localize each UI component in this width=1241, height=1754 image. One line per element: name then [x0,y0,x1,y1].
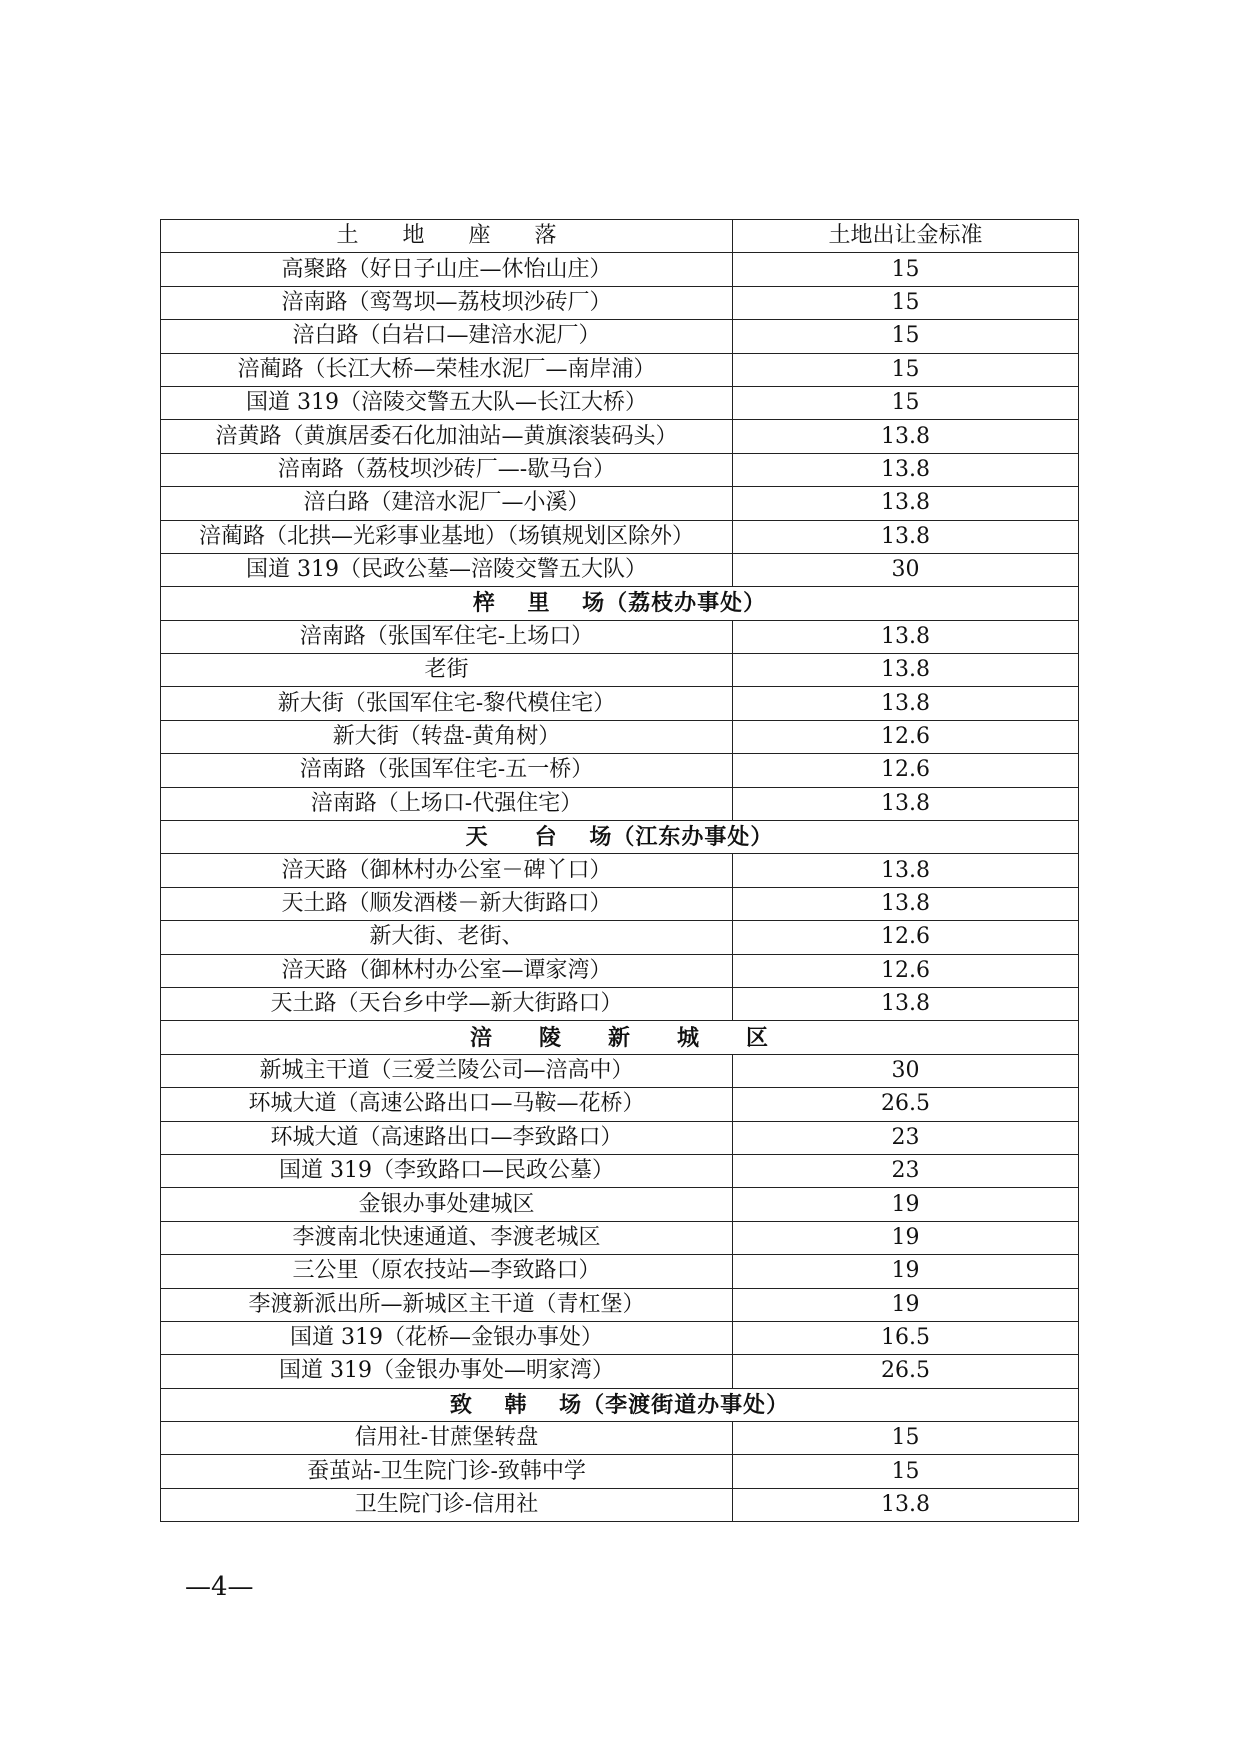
land-location-cell: 涪天路（御林村办公室－碑丫口） [161,854,733,887]
fee-standard-cell: 30 [733,1054,1079,1087]
land-location-cell: 国道 319（民政公墓—涪陵交警五大队） [161,553,733,586]
land-transfer-fee-table [160,219,1079,1522]
table-row [161,620,1079,653]
fee-standard-cell: 12.6 [733,720,1079,753]
land-location-cell: 涪南路（张国军住宅-五一桥） [161,754,733,787]
land-location-cell: 李渡新派出所—新城区主干道（青杠堡） [161,1288,733,1321]
land-location-cell: 三公里（原农技站—李致路口） [161,1255,733,1288]
fee-standard-cell: 13.8 [733,887,1079,920]
land-location-cell: 涪蔺路（北拱—光彩事业基地）（场镇规划区除外） [161,520,733,553]
table-header-row [161,220,1079,253]
table-body [161,253,1079,1522]
land-location-cell: 环城大道（高速公路出口—马鞍—花桥） [161,1088,733,1121]
section-header-row [161,821,1079,854]
table-row [161,1288,1079,1321]
table-row [161,553,1079,586]
land-location-cell: 天土路（天台乡中学—新大街路口） [161,987,733,1020]
table-row [161,921,1079,954]
fee-standard-cell: 19 [733,1188,1079,1221]
section-title: 涪 陵 新 城 区 [161,1021,1079,1054]
table-row [161,286,1079,319]
land-location-cell: 涪蔺路（长江大桥—荣桂水泥厂—南岸浦） [161,353,733,386]
table-row [161,386,1079,419]
page-number: —4— [185,1572,254,1602]
fee-standard-cell: 30 [733,553,1079,586]
table-row [161,1422,1079,1455]
fee-standard-cell: 13.8 [733,520,1079,553]
table-row [161,1054,1079,1087]
land-location-cell: 涪南路（上场口-代强住宅） [161,787,733,820]
section-title: 天 台 场（江东办事处） [161,821,1079,854]
header-standard: 土地出让金标准 [733,220,1079,253]
table-row [161,320,1079,353]
table-row [161,720,1079,753]
land-location-cell: 老街 [161,654,733,687]
fee-standard-cell: 19 [733,1255,1079,1288]
land-location-cell: 环城大道（高速路出口—李致路口） [161,1121,733,1154]
table-row [161,1088,1079,1121]
fee-standard-cell: 13.8 [733,620,1079,653]
table-row [161,520,1079,553]
land-location-cell: 国道 319（涪陵交警五大队—长江大桥） [161,386,733,419]
table-row [161,854,1079,887]
land-location-cell: 国道 319（花桥—金银办事处） [161,1321,733,1354]
land-location-cell: 蚕茧站-卫生院门诊-致韩中学 [161,1455,733,1488]
table-row [161,1121,1079,1154]
fee-standard-cell: 23 [733,1121,1079,1154]
fee-standard-cell: 15 [733,386,1079,419]
land-location-cell: 涪白路（建涪水泥厂—小溪） [161,487,733,520]
section-header-row [161,1388,1079,1421]
table-row [161,887,1079,920]
table-row [161,1154,1079,1187]
fee-standard-cell: 23 [733,1154,1079,1187]
fee-standard-cell: 15 [733,286,1079,319]
table-row [161,420,1079,453]
fee-standard-cell: 13.8 [733,1488,1079,1521]
fee-standard-cell: 13.8 [733,854,1079,887]
section-title: 梓 里 场（荔枝办事处） [161,587,1079,620]
fee-standard-cell: 12.6 [733,754,1079,787]
land-location-cell: 涪白路（白岩口—建涪水泥厂） [161,320,733,353]
table-row [161,687,1079,720]
fee-standard-cell: 16.5 [733,1321,1079,1354]
table-row [161,353,1079,386]
land-location-cell: 涪南路（张国军住宅-上场口） [161,620,733,653]
table-row [161,654,1079,687]
table-row [161,1355,1079,1388]
section-title: 致 韩 场（李渡街道办事处） [161,1388,1079,1421]
table-row [161,754,1079,787]
table-row [161,987,1079,1020]
land-location-cell: 金银办事处建城区 [161,1188,733,1221]
fee-standard-cell: 13.8 [733,487,1079,520]
fee-standard-cell: 15 [733,253,1079,286]
table-row [161,1221,1079,1254]
table-row [161,954,1079,987]
fee-standard-cell: 19 [733,1221,1079,1254]
land-location-cell: 新大街（转盘-黄角树） [161,720,733,753]
section-header-row [161,587,1079,620]
table-row [161,1188,1079,1221]
land-location-cell: 信用社-甘蔗堡转盘 [161,1422,733,1455]
table-row [161,253,1079,286]
fee-standard-cell: 13.8 [733,787,1079,820]
land-location-cell: 国道 319（李致路口—民政公墓） [161,1154,733,1187]
table-row [161,1455,1079,1488]
fee-standard-cell: 15 [733,1455,1079,1488]
fee-standard-cell: 26.5 [733,1088,1079,1121]
land-location-cell: 新大街（张国军住宅-黎代模住宅） [161,687,733,720]
land-location-cell: 新大街、老街、 [161,921,733,954]
table-row [161,1321,1079,1354]
land-location-cell: 卫生院门诊-信用社 [161,1488,733,1521]
table-row [161,787,1079,820]
fee-standard-cell: 19 [733,1288,1079,1321]
land-location-cell: 涪天路（御林村办公室—谭家湾） [161,954,733,987]
land-location-cell: 涪南路（鸾驾坝—荔枝坝沙砖厂） [161,286,733,319]
section-header-row [161,1021,1079,1054]
land-location-cell: 涪南路（荔枝坝沙砖厂—-歇马台） [161,453,733,486]
land-location-cell: 李渡南北快速通道、李渡老城区 [161,1221,733,1254]
land-location-cell: 涪黄路（黄旗居委石化加油站—黄旗滚装码头） [161,420,733,453]
fee-standard-cell: 13.8 [733,687,1079,720]
fee-standard-cell: 13.8 [733,987,1079,1020]
fee-standard-cell: 15 [733,1422,1079,1455]
land-location-cell: 高聚路（好日子山庄—休怡山庄） [161,253,733,286]
fee-standard-cell: 13.8 [733,654,1079,687]
fee-standard-cell: 12.6 [733,921,1079,954]
fee-standard-cell: 12.6 [733,954,1079,987]
fee-standard-cell: 13.8 [733,453,1079,486]
table-row [161,487,1079,520]
fee-standard-cell: 15 [733,320,1079,353]
table-row [161,1488,1079,1521]
land-location-cell: 天土路（顺发酒楼－新大街路口） [161,887,733,920]
fee-standard-cell: 15 [733,353,1079,386]
land-location-cell: 新城主干道（三爱兰陵公司—涪高中） [161,1054,733,1087]
table-row [161,453,1079,486]
fee-standard-cell: 26.5 [733,1355,1079,1388]
fee-standard-cell: 13.8 [733,420,1079,453]
header-location: 土 地 座 落 [161,220,733,253]
land-location-cell: 国道 319（金银办事处—明家湾） [161,1355,733,1388]
table-row [161,1255,1079,1288]
